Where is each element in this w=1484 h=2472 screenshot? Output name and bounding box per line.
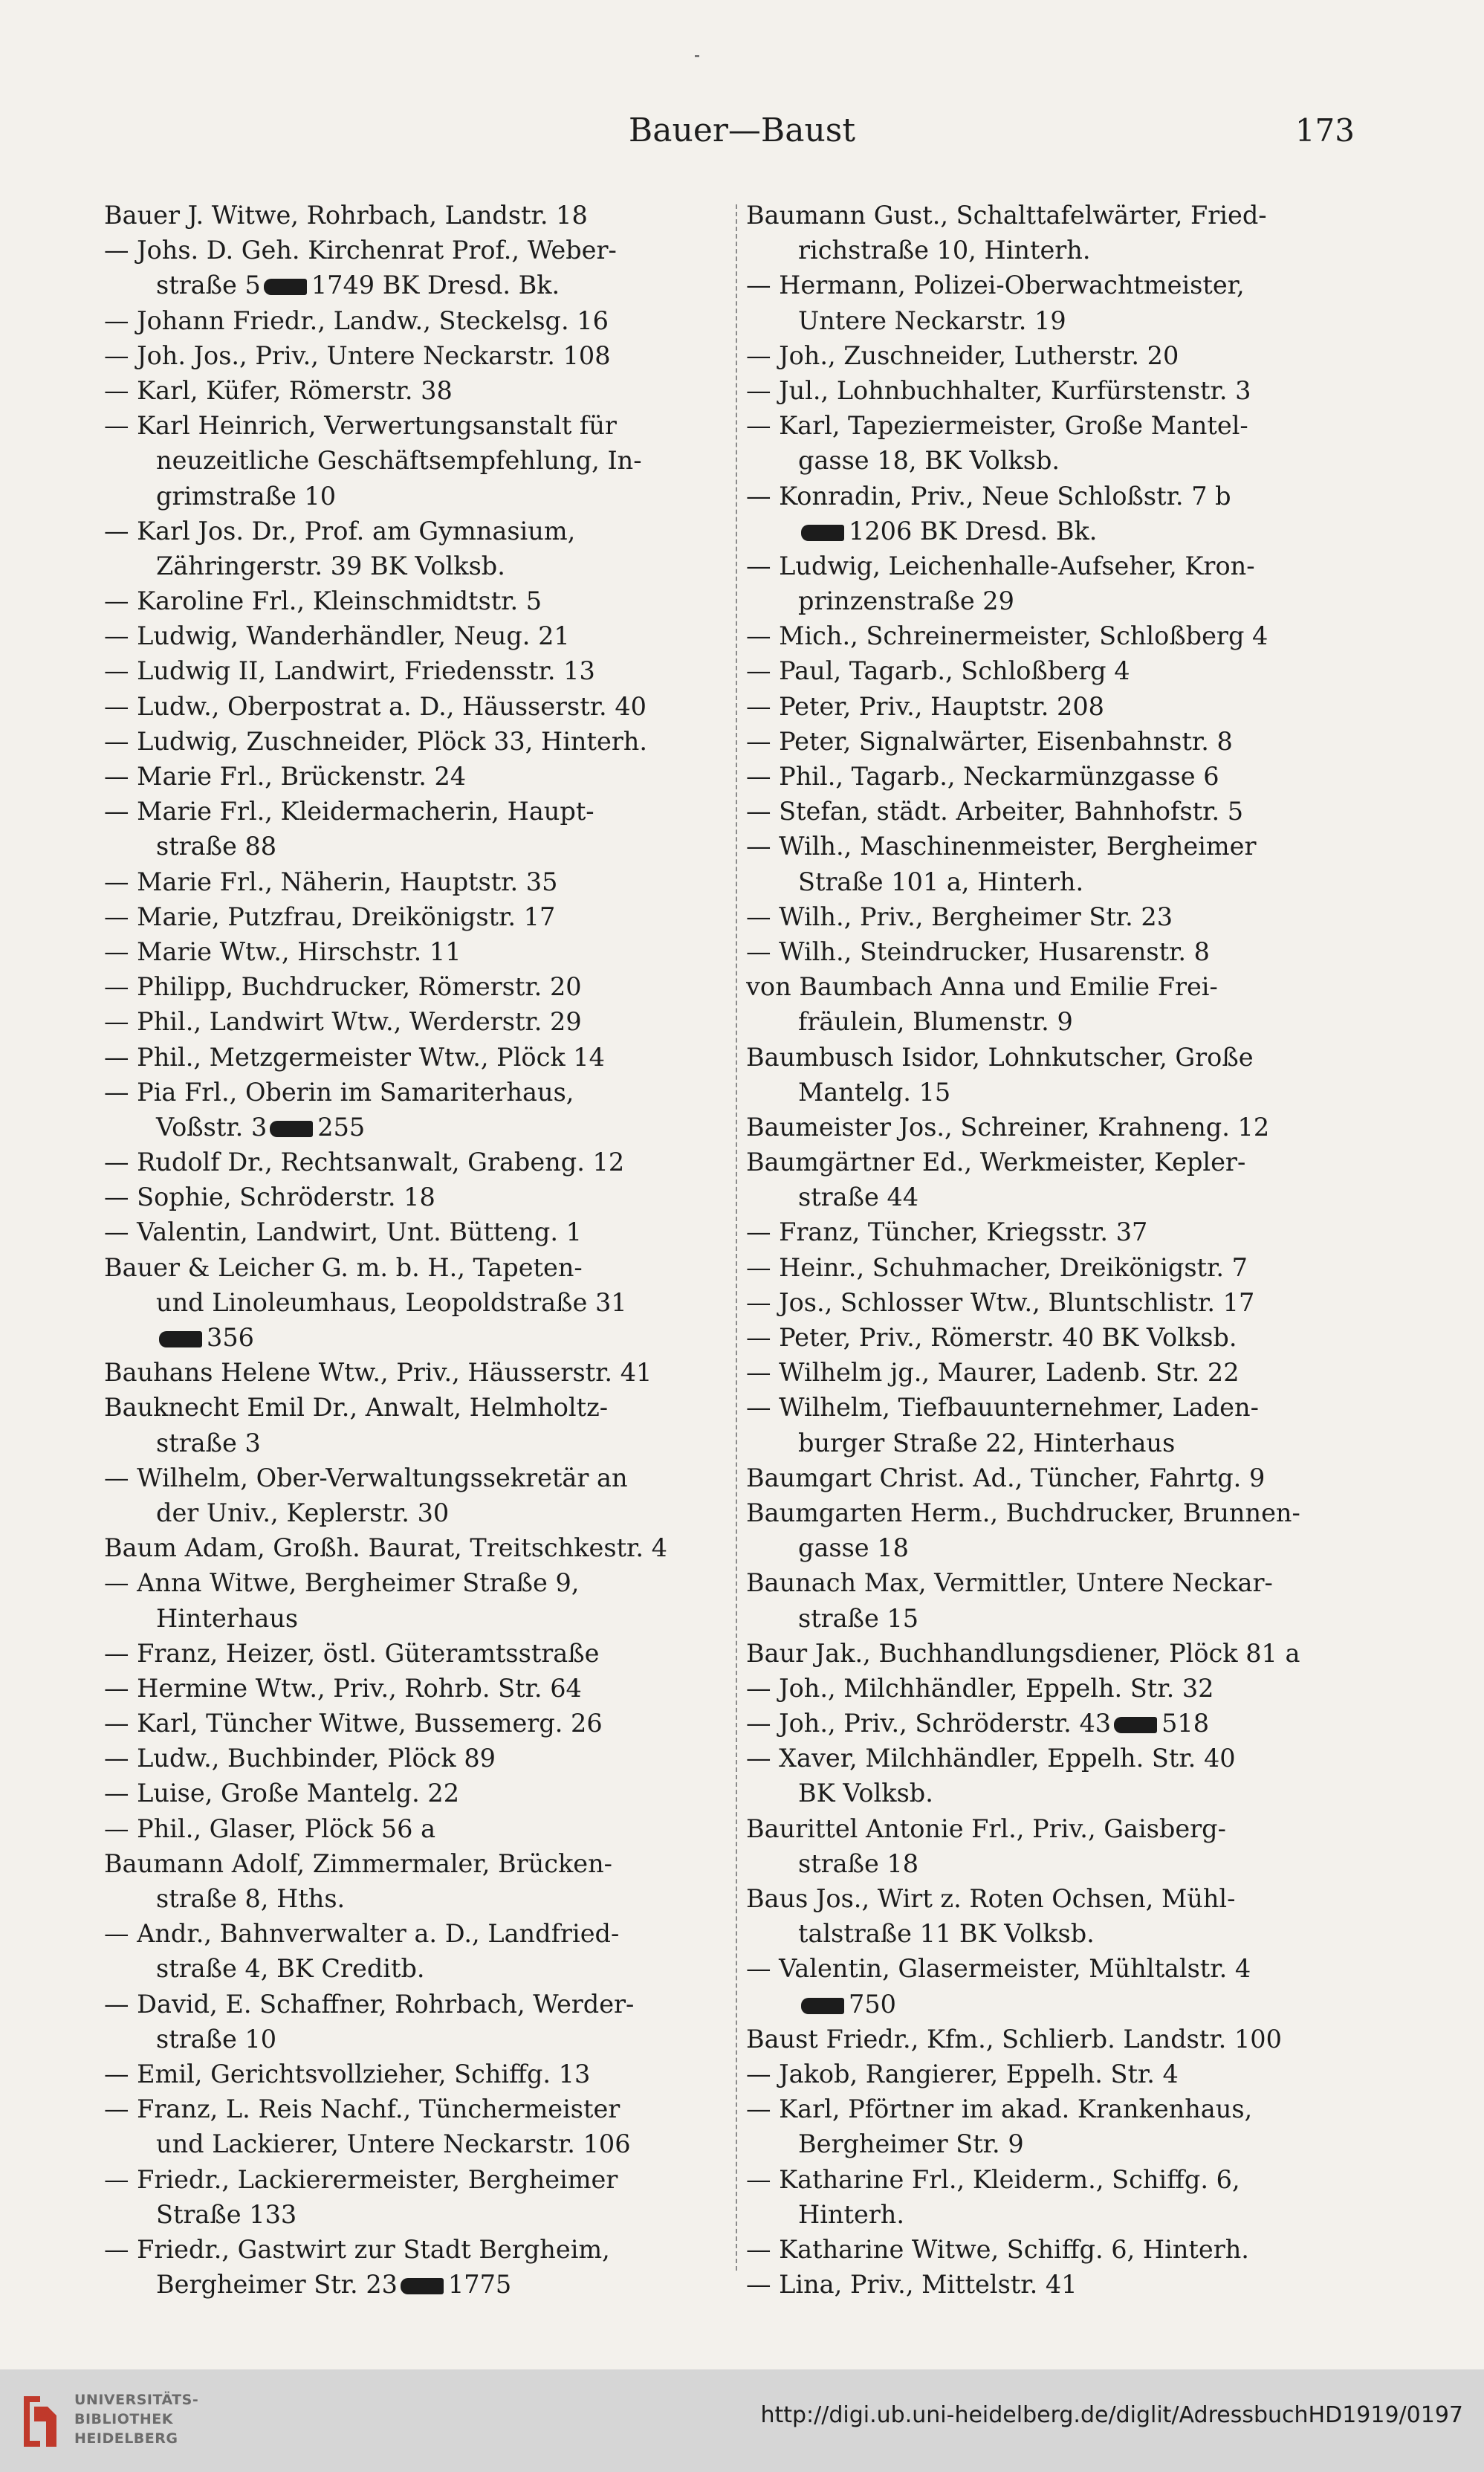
- directory-entry-line: [746, 2057, 1369, 2091]
- left-column: [104, 198, 743, 2302]
- directory-entry-line: [746, 2091, 1369, 2126]
- directory-entry-line: [746, 1214, 1369, 1249]
- directory-entry-line: [104, 268, 743, 302]
- directory-entry-line: [104, 1601, 743, 1636]
- directory-entry-line: [746, 443, 1369, 478]
- directory-entry-line: [746, 1250, 1369, 1285]
- library-logo-icon: [18, 2392, 62, 2451]
- entry-text: — Karl, Küfer, Römerstr. 38: [104, 375, 453, 405]
- directory-entry-line: [104, 1636, 743, 1671]
- library-name-line: HEIDELBERG: [74, 2430, 178, 2447]
- directory-entry-line: [746, 1881, 1369, 1916]
- entry-text: burger Straße 22, Hinterhaus: [798, 1428, 1176, 1457]
- directory-entry-line: [104, 618, 743, 653]
- entry-text: — Paul, Tagarb., Schloßberg 4: [746, 656, 1130, 686]
- entry-phone-number: 1206 BK Dresd. Bk.: [849, 516, 1098, 546]
- directory-entry-line: [746, 864, 1369, 899]
- entry-text: — Phil., Landwirt Wtw., Werderstr. 29: [104, 1007, 582, 1037]
- entry-text: — David, E. Schaffner, Rohrbach, Werder-: [104, 1989, 635, 2019]
- entry-text: — Peter, Signalwärter, Eisenbahnstr. 8: [746, 726, 1233, 756]
- entry-text: Straße 101 a, Hinterh.: [798, 867, 1084, 896]
- directory-entry-line: [104, 583, 743, 618]
- entry-text: — Joh., Milchhändler, Eppelh. Str. 32: [746, 1673, 1214, 1703]
- entry-text: richstraße 10, Hinterh.: [798, 236, 1091, 265]
- directory-entry-line: [746, 549, 1369, 583]
- entry-text: prinzenstraße 29: [798, 586, 1014, 616]
- entry-text: — Luise, Große Mantelg. 22: [104, 1779, 460, 1808]
- directory-entry-line: [104, 1040, 743, 1075]
- directory-entry-line: [746, 1285, 1369, 1320]
- entry-text: grimstraße 10: [156, 481, 337, 511]
- entry-text: — Friedr., Lackierermeister, Bergheimer: [104, 2164, 618, 2194]
- directory-entry-line: [104, 443, 743, 478]
- entry-text: talstraße 11 BK Volksb.: [798, 1919, 1095, 1949]
- entry-text: — Karl Heinrich, Verwertungsanstalt für: [104, 411, 617, 441]
- entry-text: neuzeitliche Geschäftsempfehlung, In-: [156, 446, 642, 476]
- directory-entry-line: [104, 2232, 743, 2267]
- directory-entry-line: [746, 1846, 1369, 1881]
- entry-phone-number: 750: [849, 1989, 896, 2019]
- directory-entry-line: [746, 1320, 1369, 1355]
- directory-entry-line: [746, 1706, 1369, 1741]
- directory-entry-line: [746, 1460, 1369, 1495]
- entry-text: — Marie, Putzfrau, Dreikönigstr. 17: [104, 902, 556, 931]
- entry-text: — Ludwig, Leichenhalle-Aufseher, Kron-: [746, 551, 1255, 580]
- directory-entry-line: [104, 1530, 743, 1565]
- entry-text: — Franz, Heizer, östl. Güteramtsstraße: [104, 1638, 600, 1668]
- entry-text: — Anna Witwe, Bergheimer Straße 9,: [104, 1568, 580, 1598]
- directory-entry-line: [104, 1495, 743, 1530]
- entry-text: gasse 18, BK Volksb.: [798, 446, 1060, 476]
- directory-entry-line: [104, 408, 743, 443]
- telephone-icon: [1114, 1717, 1157, 1733]
- entry-phone-number: 255: [317, 1112, 366, 1142]
- directory-entry-line: [104, 2091, 743, 2126]
- entry-phone-number: 1775: [447, 2270, 512, 2300]
- directory-entry-line: [104, 479, 743, 514]
- entry-text: Baus Jos., Wirt z. Roten Ochsen, Mühl-: [746, 1884, 1236, 1913]
- entry-text: — Jos., Schlosser Wtw., Bluntschlistr. 17: [746, 1287, 1255, 1317]
- directory-entry-line: [104, 1320, 743, 1355]
- page-number: 173: [1295, 112, 1355, 149]
- directory-entry-line: [746, 2022, 1369, 2057]
- directory-entry-line: [746, 618, 1369, 653]
- entry-text: — Mich., Schreinermeister, Schloßberg 4: [746, 621, 1268, 651]
- entry-text: Baust Friedr., Kfm., Schlierb. Landstr. 100: [746, 2024, 1282, 2054]
- directory-entry-line: [746, 198, 1369, 233]
- entry-text: Baumann Adolf, Zimmermaler, Brücken-: [104, 1848, 612, 1878]
- entry-text: — Katharine Frl., Kleiderm., Schiffg. 6,: [746, 2164, 1240, 2194]
- entry-text: — Karl, Tüncher Witwe, Bussemerg. 26: [104, 1709, 603, 1738]
- directory-entry-line: [746, 1530, 1369, 1565]
- entry-text: von Baumbach Anna und Emilie Frei-: [746, 972, 1218, 1002]
- entry-text: Baumgart Christ. Ad., Tüncher, Fahrtg. 9: [746, 1463, 1266, 1492]
- directory-entry-line: [746, 2162, 1369, 2197]
- directory-entry-line: [104, 549, 743, 583]
- entry-text: — Joh., Priv., Schröderstr. 43: [746, 1709, 1112, 1738]
- running-title: Bauer—Baust: [628, 111, 856, 149]
- entry-text: — Friedr., Gastwirt zur Stadt Bergheim,: [104, 2234, 610, 2264]
- entry-text: Mantelg. 15: [798, 1077, 951, 1107]
- entry-text: — Peter, Priv., Hauptstr. 208: [746, 691, 1104, 721]
- telephone-icon: [801, 525, 844, 541]
- directory-entry-line: [104, 514, 743, 549]
- directory-entry-line: [104, 1565, 743, 1600]
- directory-entry-line: [746, 2267, 1369, 2302]
- entry-text: — Katharine Witwe, Schiffg. 6, Hinterh.: [746, 2234, 1249, 2264]
- library-name-line: BIBLIOTHEK: [74, 2411, 173, 2427]
- entry-text: — Wilh., Maschinenmeister, Bergheimer: [746, 832, 1257, 861]
- entry-text: Hinterh.: [798, 2199, 905, 2229]
- entry-text: — Philipp, Buchdrucker, Römerstr. 20: [104, 972, 582, 1002]
- directory-entry-line: [746, 408, 1369, 443]
- directory-entry-line: [746, 514, 1369, 549]
- directory-entry-line: [104, 2162, 743, 2197]
- directory-entry-line: [746, 1601, 1369, 1636]
- directory-entry-line: [104, 1460, 743, 1495]
- directory-entry-line: [104, 233, 743, 268]
- entry-text: — Ludw., Oberpostrat a. D., Häusserstr. 40: [104, 691, 647, 721]
- entry-text: — Marie Frl., Näherin, Hauptstr. 35: [104, 867, 558, 896]
- entry-text: Bauer & Leicher G. m. b. H., Tapeten-: [104, 1252, 583, 1282]
- entry-text: — Johs. D. Geh. Kirchenrat Prof., Weber-: [104, 236, 617, 265]
- directory-entry-line: [746, 1636, 1369, 1671]
- directory-entry-line: [746, 1004, 1369, 1039]
- entry-text: Baumann Gust., Schalttafelwärter, Fried-: [746, 201, 1267, 230]
- entry-text: — Wilhelm jg., Maurer, Ladenb. Str. 22: [746, 1358, 1240, 1388]
- entry-text: gasse 18: [798, 1533, 909, 1563]
- entry-text: — Franz, Tüncher, Kriegsstr. 37: [746, 1217, 1148, 1247]
- directory-entry-line: [746, 1180, 1369, 1214]
- entry-text: — Ludwig, Wanderhändler, Neug. 21: [104, 621, 570, 651]
- entry-text: Untere Neckarstr. 19: [798, 305, 1066, 335]
- entry-text: und Lackierer, Untere Neckarstr. 106: [156, 2129, 631, 2159]
- directory-entry-line: [746, 829, 1369, 864]
- directory-entry-line: [104, 1180, 743, 1214]
- entry-text: — Sophie, Schröderstr. 18: [104, 1182, 435, 1212]
- entry-text: — Xaver, Milchhändler, Eppelh. Str. 40: [746, 1744, 1236, 1773]
- directory-entry-line: [746, 2232, 1369, 2267]
- directory-entry-line: [746, 338, 1369, 373]
- directory-entry-line: [104, 1916, 743, 1951]
- entry-text: straße 5: [156, 271, 261, 300]
- entry-text: Voßstr. 3: [156, 1112, 268, 1142]
- entry-text: der Univ., Keplerstr. 30: [156, 1498, 450, 1527]
- directory-entry-line: [104, 1741, 743, 1776]
- directory-entry-line: [104, 1145, 743, 1180]
- entry-text: Baur Jak., Buchhandlungsdiener, Plöck 81 a: [746, 1638, 1300, 1668]
- telephone-icon: [401, 2278, 444, 2294]
- directory-entry-line: [104, 724, 743, 759]
- directory-entry-line: [746, 1040, 1369, 1075]
- directory-entry-line: [746, 794, 1369, 829]
- directory-entry-line: [746, 1951, 1369, 1986]
- entry-text: — Karoline Frl., Kleinschmidtstr. 5: [104, 586, 542, 616]
- directory-entry-line: [746, 1565, 1369, 1600]
- directory-entry-line: [104, 1706, 743, 1741]
- directory-entry-line: [104, 1250, 743, 1285]
- entry-text: straße 8, Hths.: [156, 1884, 346, 1913]
- right-column: [746, 198, 1369, 2302]
- directory-entry-line: [104, 934, 743, 969]
- entry-text: — Jakob, Rangierer, Eppelh. Str. 4: [746, 2059, 1179, 2088]
- directory-entry-line: [104, 2126, 743, 2161]
- source-url-link[interactable]: http://digi.ub.uni-heidelberg.de/diglit/AdressbuchHD1919/0197: [760, 2402, 1463, 2428]
- telephone-icon: [270, 1121, 313, 1137]
- entry-text: — Marie Frl., Brückenstr. 24: [104, 762, 467, 791]
- entry-text: — Valentin, Glasermeister, Mühltalstr. 4: [746, 1954, 1251, 1984]
- entry-phone-number: 1749 BK Dresd. Bk.: [311, 271, 560, 300]
- telephone-icon: [264, 279, 307, 295]
- entry-text: — Jul., Lohnbuchhalter, Kurfürstenstr. 3: [746, 375, 1251, 405]
- entry-text: — Andr., Bahnverwalter a. D., Landfried-: [104, 1919, 620, 1949]
- entry-text: und Linoleumhaus, Leopoldstraße 31: [156, 1287, 627, 1317]
- entry-text: — Emil, Gerichtsvollzieher, Schiffg. 13: [104, 2059, 591, 2088]
- directory-entry-line: [746, 1987, 1369, 2022]
- directory-entry-line: [104, 1426, 743, 1460]
- entry-text: — Johann Friedr., Landw., Steckelsg. 16: [104, 305, 609, 335]
- directory-entry-line: [746, 1145, 1369, 1180]
- entry-text: straße 4, BK Creditb.: [156, 1954, 425, 1984]
- directory-entry-line: [746, 1495, 1369, 1530]
- entry-phone-number: 518: [1161, 1709, 1210, 1738]
- entry-text: straße 10: [156, 2024, 277, 2054]
- directory-entry-line: [746, 934, 1369, 969]
- directory-entry-line: [746, 1776, 1369, 1811]
- directory-entry-line: [746, 1110, 1369, 1145]
- entry-text: — Pia Frl., Oberin im Samariterhaus,: [104, 1077, 574, 1107]
- entry-text: — Wilhelm, Ober-Verwaltungssekretär an: [104, 1463, 628, 1492]
- telephone-icon: [159, 1331, 202, 1347]
- entry-text: — Phil., Tagarb., Neckarmünzgasse 6: [746, 762, 1219, 791]
- directory-entry-line: [746, 689, 1369, 724]
- entry-text: — Wilh., Steindrucker, Husarenstr. 8: [746, 936, 1210, 966]
- directory-entry-line: [746, 1811, 1369, 1846]
- entry-text: — Rudolf Dr., Rechtsanwalt, Grabeng. 12: [104, 1148, 625, 1177]
- entry-text: — Valentin, Landwirt, Unt. Bütteng. 1: [104, 1217, 582, 1247]
- entry-text: — Wilh., Priv., Bergheimer Str. 23: [746, 902, 1173, 931]
- directory-entry-line: [104, 1881, 743, 1916]
- directory-entry-line: [746, 724, 1369, 759]
- entry-text: Hinterhaus: [156, 1603, 299, 1633]
- directory-entry-line: [104, 1390, 743, 1425]
- library-name: [74, 2390, 198, 2448]
- directory-entry-line: [746, 2126, 1369, 2161]
- directory-entry-line: [104, 2197, 743, 2232]
- entry-text: straße 18: [798, 1848, 919, 1878]
- entry-text: — Ludwig II, Landwirt, Friedensstr. 13: [104, 656, 595, 686]
- entry-text: — Ludwig, Zuschneider, Plöck 33, Hinterh.: [104, 726, 648, 756]
- entry-text: — Franz, L. Reis Nachf., Tünchermeister: [104, 2094, 621, 2124]
- entry-text: — Marie Frl., Kleidermacherin, Haupt-: [104, 797, 594, 826]
- entry-text: — Phil., Glaser, Plöck 56 a: [104, 1813, 436, 1843]
- entry-text: — Stefan, städt. Arbeiter, Bahnhofstr. 5: [746, 797, 1244, 826]
- entry-text: Bauer J. Witwe, Rohrbach, Landstr. 18: [104, 201, 588, 230]
- directory-entry-line: [104, 689, 743, 724]
- entry-text: straße 88: [156, 832, 277, 861]
- directory-entry-line: [104, 2057, 743, 2091]
- entry-text: — Joh. Jos., Priv., Untere Neckarstr. 108: [104, 340, 611, 370]
- entry-text: straße 15: [798, 1603, 919, 1633]
- library-name-line: UNIVERSITÄTS-: [74, 2392, 199, 2408]
- entry-text: BK Volksb.: [798, 1779, 933, 1808]
- entry-text: straße 44: [798, 1182, 919, 1212]
- directory-entry-line: [104, 1075, 743, 1110]
- directory-entry-line: [746, 1426, 1369, 1460]
- entry-text: Straße 133: [156, 2199, 297, 2229]
- entry-text: — Karl Jos. Dr., Prof. am Gymnasium,: [104, 516, 576, 546]
- entry-text: Bergheimer Str. 9: [798, 2129, 1024, 2159]
- entry-text: — Peter, Priv., Römerstr. 40 BK Volksb.: [746, 1323, 1237, 1352]
- directory-entry-line: [746, 1916, 1369, 1951]
- directory-entry-line: [746, 583, 1369, 618]
- scan-mark: [695, 55, 699, 57]
- telephone-icon: [801, 1998, 844, 2014]
- directory-entry-line: [104, 1214, 743, 1249]
- entry-text: — Konradin, Priv., Neue Schloßstr. 7 b: [746, 481, 1231, 511]
- directory-entry-line: [104, 794, 743, 829]
- directory-entry-line: [746, 2197, 1369, 2232]
- directory-entry-line: [104, 198, 743, 233]
- directory-entry-line: [746, 1741, 1369, 1776]
- entry-text: Baunach Max, Vermittler, Untere Neckar-: [746, 1568, 1273, 1598]
- entry-phone-number: 356: [207, 1323, 254, 1352]
- directory-entry-line: [104, 2267, 743, 2302]
- directory-entry-line: [746, 969, 1369, 1004]
- directory-entry-line: [104, 303, 743, 338]
- directory-entry-line: [104, 1671, 743, 1706]
- directory-entry-line: [746, 899, 1369, 934]
- entry-text: — Wilhelm, Tiefbauunternehmer, Laden-: [746, 1393, 1259, 1423]
- directory-entry-line: [746, 1355, 1369, 1390]
- directory-entry-line: [104, 829, 743, 864]
- entry-text: — Hermine Wtw., Priv., Rohrb. Str. 64: [104, 1673, 582, 1703]
- directory-entry-line: [104, 899, 743, 934]
- entry-text: Zähringerstr. 39 BK Volksb.: [156, 551, 505, 580]
- directory-entry-line: [104, 1285, 743, 1320]
- directory-entry-line: [746, 303, 1369, 338]
- entry-text: Baurittel Antonie Frl., Priv., Gaisberg-: [746, 1813, 1226, 1843]
- directory-entry-line: [746, 759, 1369, 794]
- entry-text: Baumgärtner Ed., Werkmeister, Kepler-: [746, 1148, 1246, 1177]
- entry-text: straße 3: [156, 1428, 261, 1457]
- directory-entry-line: [104, 759, 743, 794]
- entry-text: fräulein, Blumenstr. 9: [798, 1007, 1073, 1037]
- entry-text: — Heinr., Schuhmacher, Dreikönigstr. 7: [746, 1252, 1248, 1282]
- directory-entry-line: [104, 1951, 743, 1986]
- entry-text: — Ludw., Buchbinder, Plöck 89: [104, 1744, 496, 1773]
- entry-text: Bauhans Helene Wtw., Priv., Häusserstr. 41: [104, 1358, 652, 1388]
- directory-entry-line: [104, 373, 743, 408]
- directory-entry-line: [746, 233, 1369, 268]
- footer-bar: [0, 2369, 1484, 2472]
- entry-text: Baumbusch Isidor, Lohnkutscher, Große: [746, 1042, 1254, 1072]
- directory-entry-line: [104, 864, 743, 899]
- directory-entry-line: [104, 2022, 743, 2057]
- directory-entry-line: [104, 1846, 743, 1881]
- directory-entry-line: [104, 1776, 743, 1811]
- directory-entry-line: [746, 373, 1369, 408]
- directory-entry-line: [746, 1390, 1369, 1425]
- entry-text: Bergheimer Str. 23: [156, 2270, 398, 2300]
- directory-entry-line: [746, 479, 1369, 514]
- entry-text: Bauknecht Emil Dr., Anwalt, Helmholtz-: [104, 1393, 609, 1423]
- entry-text: — Karl, Pförtner im akad. Krankenhaus,: [746, 2094, 1253, 2124]
- running-head: [0, 109, 1484, 153]
- entry-text: Baumeister Jos., Schreiner, Krahneng. 12: [746, 1112, 1270, 1142]
- entry-text: — Marie Wtw., Hirschstr. 11: [104, 936, 461, 966]
- entry-text: — Lina, Priv., Mittelstr. 41: [746, 2270, 1078, 2300]
- entry-text: — Phil., Metzgermeister Wtw., Plöck 14: [104, 1042, 605, 1072]
- directory-entry-line: [104, 1110, 743, 1145]
- directory-entry-line: [104, 1811, 743, 1846]
- entry-text: — Hermann, Polizei-Oberwachtmeister,: [746, 271, 1245, 300]
- column-divider: [736, 204, 737, 2271]
- directory-entry-line: [746, 268, 1369, 302]
- directory-entry-line: [746, 1671, 1369, 1706]
- directory-entry-line: [104, 969, 743, 1004]
- entry-text: Baumgarten Herm., Buchdrucker, Brunnen-: [746, 1498, 1300, 1527]
- directory-entry-line: [746, 653, 1369, 688]
- directory-entry-line: [104, 338, 743, 373]
- entry-text: — Karl, Tapeziermeister, Große Mantel-: [746, 411, 1248, 441]
- entry-text: — Joh., Zuschneider, Lutherstr. 20: [746, 340, 1179, 370]
- directory-entry-line: [104, 1355, 743, 1390]
- directory-entry-line: [104, 653, 743, 688]
- entry-text: Baum Adam, Großh. Baurat, Treitschkestr. 4: [104, 1533, 667, 1563]
- directory-entry-line: [746, 1075, 1369, 1110]
- directory-entry-line: [104, 1004, 743, 1039]
- directory-entry-line: [104, 1987, 743, 2022]
